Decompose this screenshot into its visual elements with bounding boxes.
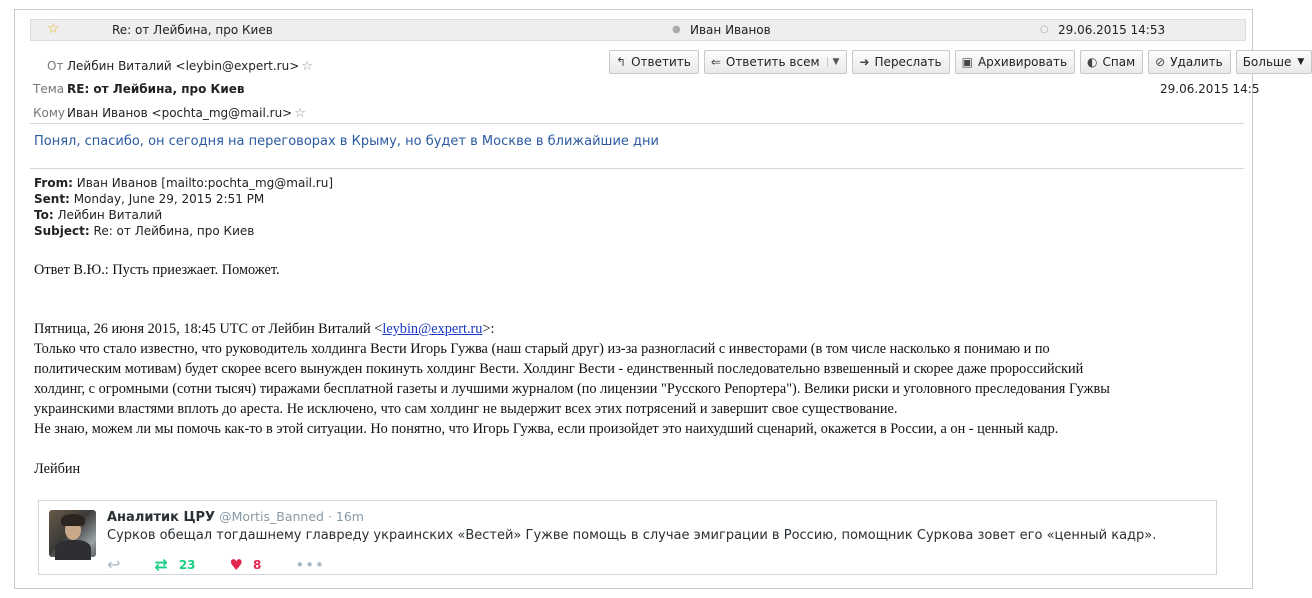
message-date: 29.06.2015 14:5 xyxy=(1160,82,1260,96)
tweet-text: Сурков обещал тогдашнему главреду украинских «Вестей» Гужве помощь в случае эмиграции в Россию, помощник Суркова зовет его «ценный кадр». xyxy=(107,528,1157,543)
reply-text: Понял, спасибо, он сегодня на переговорах в Крыму, но будет в Москве в ближайшие дни xyxy=(34,134,659,149)
header-divider xyxy=(30,123,1244,124)
tweet-actions xyxy=(107,555,359,574)
to-address[interactable]: Иван Иванов <pochta_mg@mail.ru> xyxy=(67,106,293,120)
list-row-sender: Иван Иванов xyxy=(690,23,771,37)
heart-icon: ♥ xyxy=(229,555,243,574)
avatar[interactable] xyxy=(49,510,96,557)
meta-sent-label: Sent: xyxy=(34,192,70,206)
reply-all-icon: ⇐ xyxy=(710,55,721,69)
tweet-handle: @Mortis_Banned · 16m xyxy=(219,509,364,524)
original-header: Пятница, 26 июня 2015, 18:45 UTC от Лейбин Виталий <leybin@expert.ru>: xyxy=(34,321,495,337)
chevron-down-icon: ▼ xyxy=(1297,57,1305,67)
tweet-more-button[interactable] xyxy=(295,556,325,574)
meta-subject-label: Subject: xyxy=(34,224,90,238)
flame-icon: ◐ xyxy=(1087,55,1098,69)
body-line: украинскими властями вплоть до ареста. Не исключено, что сам холдинг не выдержит всех этих потрясений и завершит свое существование. xyxy=(34,401,898,417)
unread-dot-icon: ● xyxy=(672,24,681,35)
star-icon[interactable]: ☆ xyxy=(301,59,313,74)
email-link[interactable]: leybin@expert.ru xyxy=(382,321,483,337)
tweet-author[interactable]: Аналитик ЦРУ @Mortis_Banned · 16m xyxy=(107,509,364,525)
meta-from-label: From: xyxy=(34,176,73,190)
meta-to-value: Лейбин Виталий xyxy=(57,208,163,222)
spam-button[interactable]: ◐ Спам xyxy=(1080,50,1143,74)
list-row-subject: Re: от Лейбина, про Киев xyxy=(112,23,273,37)
to-label: Кому xyxy=(33,106,66,120)
list-row-date: 29.06.2015 14:53 xyxy=(1058,23,1166,37)
meta-subject-value: Re: от Лейбина, про Киев xyxy=(93,224,255,238)
chevron-down-icon[interactable]: ▼ xyxy=(827,57,840,67)
like-count: 8 xyxy=(252,557,262,572)
tweet-retweet-button[interactable] xyxy=(154,555,195,574)
archive-button[interactable]: ▣ Архивировать xyxy=(955,50,1075,74)
subject-label: Тема xyxy=(33,82,65,96)
body-line: Не знаю, можем ли мы помочь как-то в этой ситуации. Но понятно, что Игорь Гужва, если произойдет это наихудший сценарий, окажется в России, а он - ценный кадр. xyxy=(34,421,1059,437)
attachment-dot-icon: ○ xyxy=(1040,24,1049,35)
meta-from-value: Иван Иванов [mailto:pochta_mg@mail.ru] xyxy=(76,176,334,190)
message-toolbar xyxy=(609,50,1312,74)
quote-divider xyxy=(30,168,1244,169)
to-value xyxy=(67,106,306,121)
star-icon[interactable]: ☆ xyxy=(47,21,60,37)
reply-button[interactable]: ↰ Ответить xyxy=(609,50,699,74)
retweet-icon: ⇄ xyxy=(154,555,168,574)
quoted-meta xyxy=(34,175,333,239)
from-address[interactable]: Лейбин Виталий <leybin@expert.ru> xyxy=(67,59,300,73)
reply-icon: ↰ xyxy=(616,55,627,69)
retweet-count: 23 xyxy=(178,557,196,572)
subject-value: RE: от Лейбина, про Киев xyxy=(67,82,245,96)
from-label: От xyxy=(47,59,64,73)
archive-icon: ▣ xyxy=(961,55,973,69)
answer-line: Ответ В.Ю.: Пусть приезжает. Поможет. xyxy=(34,262,280,278)
embedded-tweet[interactable] xyxy=(38,500,1217,575)
delete-button[interactable]: ⊘ Удалить xyxy=(1148,50,1231,74)
meta-to-label: To: xyxy=(34,208,54,222)
meta-sent-value: Monday, June 29, 2015 2:51 PM xyxy=(73,192,265,206)
forward-icon: ➜ xyxy=(859,55,870,69)
block-icon: ⊘ xyxy=(1155,55,1166,69)
original-message xyxy=(34,319,1246,439)
body-line: политическим мотивам) будет скорее всего вынужден покинуть холдинг Вести. Холдинг Вести - единственный последовательно взвешенный и скорее даже пророссийский xyxy=(34,361,1084,377)
email-viewer xyxy=(14,9,1305,589)
signature: Лейбин xyxy=(34,461,81,477)
from-value xyxy=(67,59,313,74)
forward-button[interactable]: ➜ Переслать xyxy=(852,50,949,74)
body-line: холдинг, с огромными (сотни тысяч) тиражами бесплатной газеты и лучшими журналом (по лицензии "Русского Репортера"). Велики риски и уголовного преследования Гужвы xyxy=(34,381,1110,397)
more-button[interactable]: Больше ▼ xyxy=(1236,50,1312,74)
more-dots-icon: ••• xyxy=(295,555,325,574)
tweet-like-button[interactable] xyxy=(230,556,262,574)
message-list-row[interactable] xyxy=(30,19,1246,41)
tweet-reply-button[interactable] xyxy=(107,555,120,574)
reply-all-button[interactable]: ⇐ Ответить всем ▼ xyxy=(704,50,848,74)
star-icon[interactable]: ☆ xyxy=(294,106,306,121)
body-line: Только что стало известно, что руководитель холдинга Вести Игорь Гужва (наш старый друг) из-за разногласий с инвесторами (в том числе насколько я понимаю и по xyxy=(34,341,1050,357)
reply-icon: ↩ xyxy=(107,555,121,574)
